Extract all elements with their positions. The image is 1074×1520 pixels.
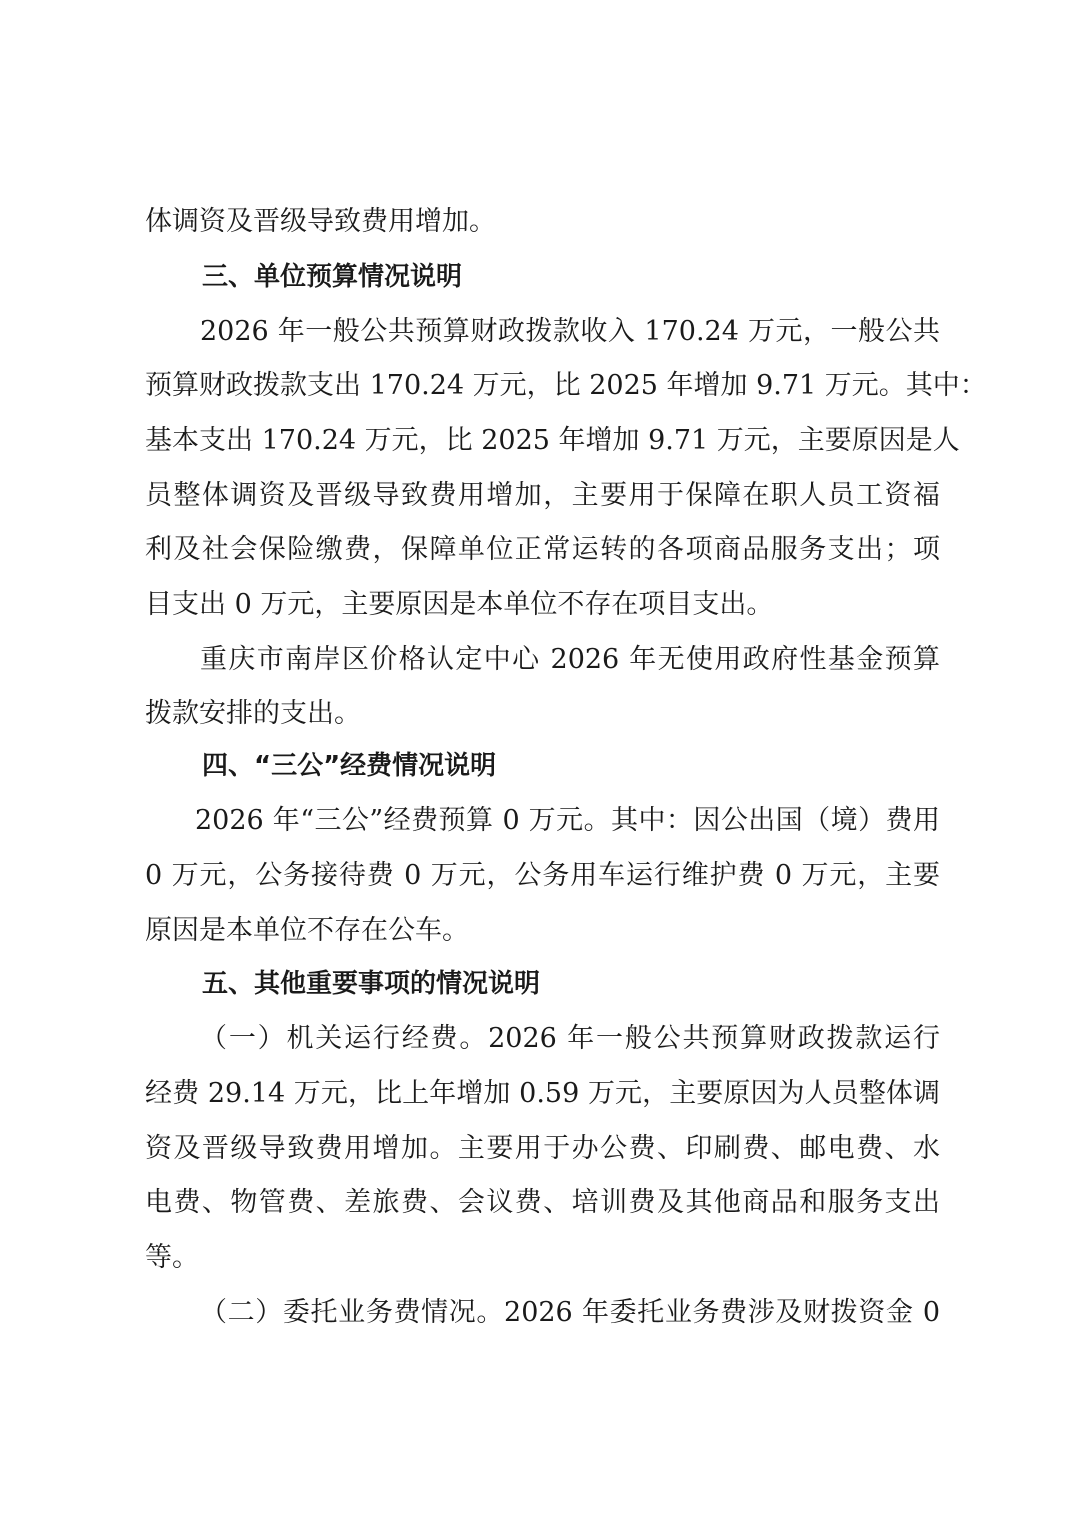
paragraph-line: 目支出 0 万元，主要原因是本单位不存在项目支出。 xyxy=(145,589,774,620)
paragraph-line: 重庆市南岸区价格认定中心 2026 年无使用政府性基金预算 xyxy=(200,644,940,675)
paragraph-line: 电费、物管费、差旅费、会议费、培训费及其他商品和服务支出 xyxy=(145,1187,940,1218)
paragraph-line: 资及晋级导致费用增加。主要用于办公费、印刷费、邮电费、水 xyxy=(145,1133,940,1164)
section-heading-unit-budget: 三、单位预算情况说明 xyxy=(202,262,463,292)
section-heading-other-matters: 五、其他重要事项的情况说明 xyxy=(202,969,541,999)
section-heading-three-public: 四、“三公”经费情况说明 xyxy=(202,751,497,781)
paragraph-line: 2026 年“三公”经费预算 0 万元。其中：因公出国（境）费用 xyxy=(195,805,940,836)
paragraph-line: 预算财政拨款支出 170.24 万元，比 2025 年增加 9.71 万元。其中： xyxy=(145,370,987,401)
paragraph-line: 2026 年一般公共预算财政拨款收入 170.24 万元，一般公共 xyxy=(200,316,940,347)
paragraph-line: 原因是本单位不存在公车。 xyxy=(145,915,469,946)
paragraph-line: 0 万元，公务接待费 0 万元，公务用车运行维护费 0 万元，主要 xyxy=(145,860,940,891)
paragraph-line: 经费 29.14 万元，比上年增加 0.59 万元，主要原因为人员整体调 xyxy=(145,1078,940,1109)
paragraph-line: 利及社会保险缴费，保障单位正常运转的各项商品服务支出；项 xyxy=(145,534,940,565)
paragraph-line: 等。 xyxy=(145,1242,199,1273)
paragraph-line: 员整体调资及晋级导致费用增加，主要用于保障在职人员工资福 xyxy=(145,480,940,511)
paragraph-line: 拨款安排的支出。 xyxy=(145,698,361,729)
paragraph-line: （一）机关运行经费。2026 年一般公共预算财政拨款运行 xyxy=(200,1023,940,1054)
paragraph-line: （二）委托业务费情况。2026 年委托业务费涉及财拨资金 0 xyxy=(200,1297,940,1328)
paragraph-line: 基本支出 170.24 万元，比 2025 年增加 9.71 万元，主要原因是人 xyxy=(145,425,960,456)
paragraph-line: 体调资及晋级导致费用增加。 xyxy=(145,206,496,237)
